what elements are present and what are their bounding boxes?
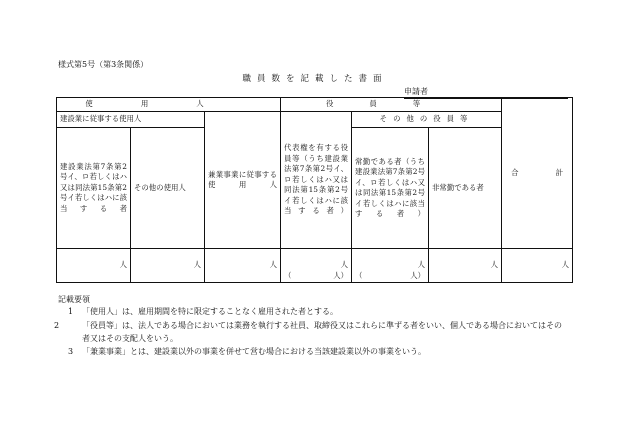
unit-label: 人 bbox=[490, 260, 499, 270]
total-header bbox=[502, 98, 573, 249]
staff-count-table bbox=[56, 97, 573, 283]
total-label-b: 計 bbox=[555, 167, 564, 177]
paren-close: ） bbox=[340, 270, 349, 280]
count-other-users[interactable] bbox=[131, 249, 205, 283]
count-concurrent-users[interactable] bbox=[205, 249, 281, 283]
count-parttime-officers[interactable] bbox=[429, 249, 502, 283]
count-representative-officers[interactable] bbox=[281, 249, 352, 283]
col-fulltime-officers: 常勤である者（うち建設業法第7条第2号イ、ロ若しくはハ又は同法第15条第2号イ若しくはハに該当する者） bbox=[352, 128, 429, 249]
unit-label: 人 bbox=[561, 260, 570, 270]
note-text: 「兼業事業」とは、建設業以外の事業を併せて営む場合における当該建設業以外の事業をいう。 bbox=[82, 347, 426, 356]
users-header: 使用人 bbox=[57, 98, 281, 112]
unit-label: 人 bbox=[333, 270, 341, 280]
col-parttime-officers: 非常勤である者 bbox=[429, 128, 502, 249]
unit-label: 人 bbox=[417, 260, 426, 269]
construction-users-group: 建設業に従事する使用人 bbox=[57, 112, 205, 128]
note-number: 2 bbox=[54, 321, 60, 330]
note-text: 「役員等」は、法人である場合においては業務を執行する社員、取締役又はこれらに準ずる者をいい、個人である場合においてはその者又はその支配人をいう。 bbox=[82, 321, 562, 343]
unit-label: 人 bbox=[340, 260, 349, 269]
document-title: 職員数を記載した書面 bbox=[242, 74, 388, 84]
note-item bbox=[68, 345, 568, 358]
unit-label: 人 bbox=[269, 260, 278, 270]
unit-label: 人 bbox=[119, 260, 127, 270]
total-label-a: 合 bbox=[511, 167, 519, 177]
notes-heading: 記載要領 bbox=[58, 295, 90, 304]
form-id: 様式第5号（第3条関係） bbox=[58, 60, 149, 69]
col-other-users: その他の使用人 bbox=[131, 128, 205, 249]
unit-label: 人 bbox=[410, 270, 418, 280]
paren-close: ） bbox=[417, 270, 426, 280]
note-number: 1 bbox=[68, 307, 74, 316]
paren-open: （ bbox=[284, 270, 292, 280]
note-item bbox=[54, 319, 568, 345]
col-concurrent-users: 兼業事業に従事する使用人 bbox=[205, 112, 281, 249]
paren-open: （ bbox=[355, 270, 363, 280]
note-item bbox=[68, 305, 568, 318]
applicant-label: 申請者 bbox=[404, 87, 428, 96]
col-representative-officers: 代表権を有する役員等（うち建設業法第7条第2号イ、ロ若しくはハ又は同法第15条第2号イ若しくはハに該当する者） bbox=[281, 112, 352, 249]
other-officers-group: その他の役員等 bbox=[352, 112, 502, 128]
officers-header: 役員等 bbox=[281, 98, 502, 112]
note-number: 3 bbox=[68, 347, 74, 356]
col-registered-users: 建設業法第7条第2号イ、ロ若しくはハ又は同法第15条第2号イ若しくはハに該当する者 bbox=[57, 128, 131, 249]
unit-label: 人 bbox=[193, 260, 201, 270]
note-text: 「使用人」は、雇用期間を特に限定することなく雇用された者とする。 bbox=[82, 307, 338, 316]
count-fulltime-officers[interactable] bbox=[352, 249, 429, 283]
count-registered-users[interactable] bbox=[57, 249, 131, 283]
count-total[interactable] bbox=[502, 249, 573, 283]
